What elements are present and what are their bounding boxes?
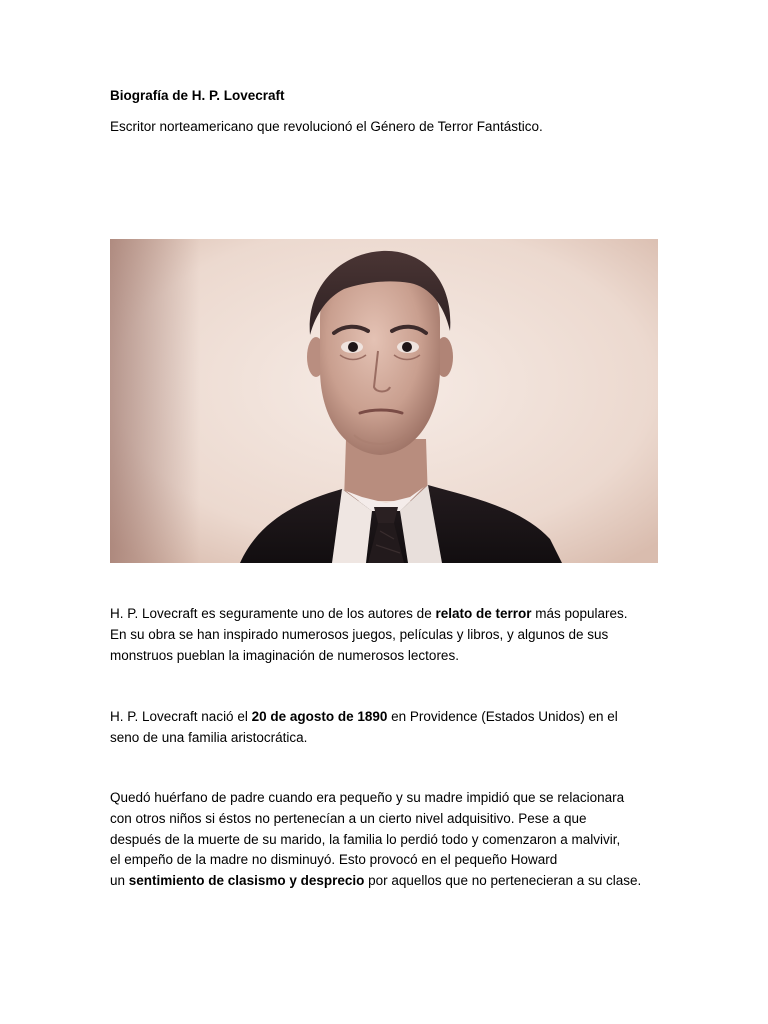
paragraph-line — [110, 604, 670, 625]
paragraph-childhood — [110, 788, 670, 892]
text-run: H. P. Lovecraft nació el — [110, 709, 252, 724]
bold-text: sentimiento de clasismo y desprecio — [128, 873, 365, 889]
document-title: Biografía de H. P. Lovecraft — [110, 88, 285, 103]
text-run: más populares. — [531, 606, 628, 621]
bold-text: relato de terror — [435, 606, 532, 621]
text-run: un — [110, 873, 129, 889]
document-subtitle: Escritor norteamericano que revolucionó el Género de Terror Fantástico. — [110, 119, 543, 134]
text-run: en Providence (Estados Unidos) en el — [387, 709, 618, 724]
paragraph-line — [110, 871, 670, 892]
paragraph-line: el empeño de la madre no disminuyó. Esto provocó en el pequeño Howard — [110, 852, 558, 868]
paragraph-intro — [110, 604, 670, 666]
paragraph-line: monstruos pueblan la imaginación de numerosos lectores. — [110, 647, 459, 663]
text-run: H. P. Lovecraft es seguramente uno de los autores de — [110, 606, 436, 621]
paragraph-line: después de la muerte de su marido, la familia lo perdió todo y comenzaron a malvivir, — [110, 831, 621, 847]
paragraph-birth — [110, 707, 670, 749]
bold-text: 20 de agosto de 1890 — [251, 709, 388, 724]
paragraph-line: seno de una familia aristocrática. — [110, 729, 308, 745]
portrait-photo-image — [110, 239, 658, 563]
paragraph-line: con otros niños si éstos no pertenecían a un cierto nivel adquisitivo. Pese a que — [110, 810, 587, 826]
portrait-photo — [110, 239, 658, 563]
paragraph-line: Quedó huérfano de padre cuando era pequeño y su madre impidió que se relacionara — [110, 790, 625, 805]
paragraph-line: En su obra se han inspirado numerosos juegos, películas y libros, y algunos de sus — [110, 626, 609, 642]
paragraph-line — [110, 707, 670, 728]
text-run: por aquellos que no pertenecieran a su clase. — [364, 873, 642, 889]
